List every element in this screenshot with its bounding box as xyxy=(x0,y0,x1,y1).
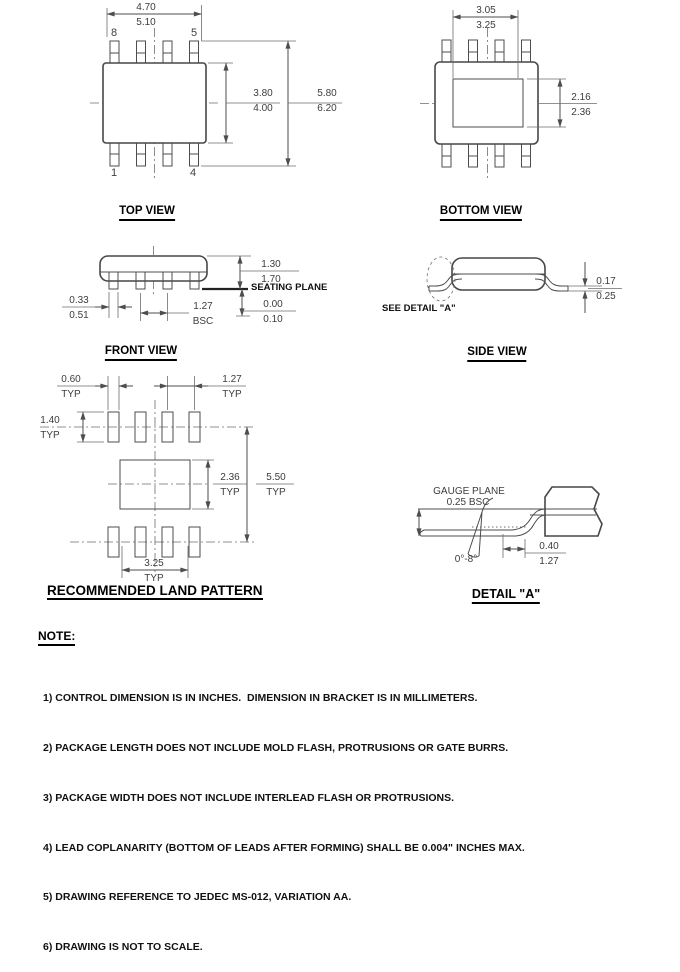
lead-angle-label: 0°-8° xyxy=(454,554,478,565)
bottom-view-lower-pins xyxy=(442,144,531,167)
dim-land-pad-width: 0.60 TYP xyxy=(61,374,81,400)
overall-depth-extension-lines xyxy=(201,41,296,166)
dim-body-depth: 3.80 4.00 xyxy=(253,88,273,114)
note-item-1: 1) CONTROL DIMENSION IS IN INCHES. DIMENSION IN BRACKET IS IN MILLIMETERS. xyxy=(43,692,478,705)
pin-label-1: 1 xyxy=(110,167,118,179)
bottom-view-title: BOTTOM VIEW xyxy=(440,205,522,221)
note-item-5: 5) DRAWING REFERENCE TO JEDEC MS-012, VARIATION AA. xyxy=(43,891,352,904)
detail-a-drawing xyxy=(418,487,602,558)
dim-land-pad-pitch: 1.27 TYP xyxy=(222,374,242,400)
dim-overall-depth: 5.80 6.20 xyxy=(317,88,337,114)
dim-height: 1.30 1.70 xyxy=(261,259,281,285)
front-view-body-outline xyxy=(100,256,207,281)
dim-pad-width: 3.05 3.25 xyxy=(476,5,496,31)
lead-width-extension-lines xyxy=(109,292,118,318)
gauge-plane-label: GAUGE PLANE xyxy=(433,486,505,497)
bottom-view-upper-pins xyxy=(442,40,531,62)
dim-foot-length: 0.40 1.27 xyxy=(539,541,559,567)
pitch-extension-lines xyxy=(141,293,168,321)
land-pattern-title: RECOMMENDED LAND PATTERN xyxy=(47,583,263,598)
side-view-drawing xyxy=(427,257,622,313)
note-item-4: 4) LEAD COPLANARITY (BOTTOM OF LEADS AFTER FORMING) SHALL BE 0.004" INCHES MAX. xyxy=(43,841,525,854)
detail-body-outline xyxy=(545,487,602,536)
dim-pad-height: 2.16 2.36 xyxy=(571,92,591,118)
seating-plane-label: SEATING PLANE xyxy=(251,282,328,293)
front-view-title: FRONT VIEW xyxy=(105,345,177,361)
dim-land-center-height: 2.36 TYP xyxy=(220,472,240,498)
pin-label-5: 5 xyxy=(190,27,198,39)
top-view-drawing xyxy=(90,2,342,181)
dim-land-row-span: 5.50 TYP xyxy=(266,472,286,498)
notes-heading: NOTE: xyxy=(38,630,75,646)
land-pattern-drawing xyxy=(40,376,294,578)
dim-lead-pitch: 1.27 BSC xyxy=(192,301,214,327)
dim-lead-thickness: 0.17 0.25 xyxy=(596,276,616,302)
detail-lead-profile xyxy=(420,509,547,536)
top-view-title: TOP VIEW xyxy=(119,205,175,221)
note-item-2: 2) PACKAGE LENGTH DOES NOT INCLUDE MOLD FLASH, PROTRUSIONS OR GATE BURRS. xyxy=(43,741,509,754)
detail-a-title: DETAIL "A" xyxy=(472,588,540,604)
pin-label-8: 8 xyxy=(110,27,118,39)
land-center-pad xyxy=(120,460,190,509)
gauge-offset-label: 0.25 BSC xyxy=(446,497,490,508)
pin-label-4: 4 xyxy=(189,167,197,179)
side-view-title: SIDE VIEW xyxy=(467,346,526,362)
detail-a-callout-circle xyxy=(427,257,455,301)
note-item-6: 6) DRAWING IS NOT TO SCALE. xyxy=(43,941,203,954)
dim-lead-width: 0.33 0.51 xyxy=(69,295,89,321)
notes-list xyxy=(43,657,525,972)
see-detail-a-label: SEE DETAIL "A" xyxy=(382,303,456,314)
dim-body-width: 4.70 5.10 xyxy=(136,2,156,28)
dim-land-center-width: 3.25 TYP xyxy=(144,558,164,584)
dim-standoff: 0.00 0.10 xyxy=(263,299,283,325)
dim-land-pad-height: 1.40 TYP xyxy=(40,415,60,441)
note-item-3: 3) PACKAGE WIDTH DOES NOT INCLUDE INTERLEAD FLASH OR PROTRUSIONS. xyxy=(43,791,455,804)
land-center-height-extensions xyxy=(192,460,214,509)
top-view-body-outline xyxy=(103,63,206,143)
